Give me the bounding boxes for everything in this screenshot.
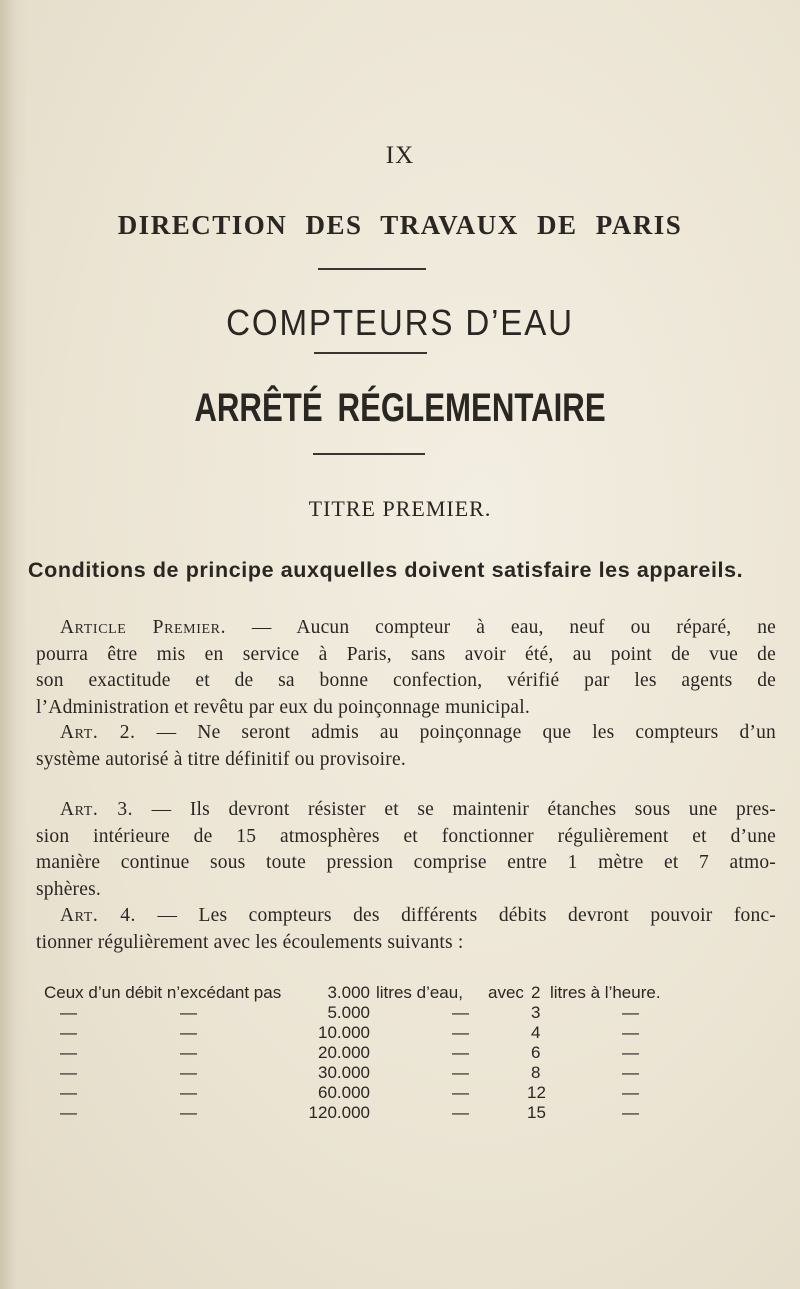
flow-row xyxy=(0,1103,800,1123)
ditto-mark: — xyxy=(180,1063,197,1082)
ditto-mark: — xyxy=(180,1023,197,1042)
ditto-mark: — xyxy=(60,1083,77,1102)
ditto-mark: — xyxy=(452,1063,469,1082)
article-lead: Article Premier. xyxy=(60,617,227,638)
flow-row xyxy=(0,1023,800,1043)
flow-row xyxy=(0,1003,800,1023)
flow-table xyxy=(0,983,800,1133)
ditto-mark: — xyxy=(622,1003,639,1022)
article-4 xyxy=(36,903,776,956)
flow-unit: litres d’eau, xyxy=(376,983,463,1002)
ditto-mark: — xyxy=(452,1083,469,1102)
flow-volume: 60.000 xyxy=(318,1083,370,1102)
flow-volume: 10.000 xyxy=(318,1023,370,1042)
article-3 xyxy=(36,797,776,903)
flow-volume: 3.000 xyxy=(327,983,370,1002)
article-line xyxy=(36,797,776,824)
ditto-mark: — xyxy=(622,1103,639,1122)
article-line: sphères. xyxy=(36,878,101,900)
article-line: son exactitude et de sa bonne confection, vérifié par les agents de xyxy=(36,670,776,691)
article-line: sion intérieure de 15 atmosphères et fonctionner régulièrement et d’une xyxy=(36,825,776,847)
flow-litres: 6 xyxy=(531,1043,541,1062)
flow-volume: 5.000 xyxy=(327,1003,370,1022)
ditto-mark: — xyxy=(180,1103,197,1122)
article-1 xyxy=(36,615,776,721)
ditto-mark: — xyxy=(622,1083,639,1102)
ditto-mark: — xyxy=(622,1023,639,1042)
ditto-mark: — xyxy=(622,1063,639,1082)
act-heading: ARRÊTÉ RÉGLEMENTAIRE xyxy=(194,386,606,430)
article-line: tionner régulièrement avec les écoulements suivants : xyxy=(36,931,464,953)
article-lead: Art. 4. xyxy=(60,905,137,926)
ditto-mark: — xyxy=(60,1003,77,1022)
flow-litres: 8 xyxy=(531,1063,541,1082)
flow-row xyxy=(0,1043,800,1063)
ditto-mark: — xyxy=(180,1043,197,1062)
article-text: — Aucun compteur à eau, neuf ou réparé, ne xyxy=(251,617,776,638)
article-line xyxy=(36,615,776,642)
flow-litres-per: litres à l’heure. xyxy=(550,983,661,1002)
conditions-heading: Conditions de principe auxquelles doivent satisfaire les appareils. xyxy=(28,558,744,582)
article-lead: Art. 2. xyxy=(60,722,136,743)
ditto-mark: — xyxy=(452,1103,469,1122)
article-line: système autorisé à titre définitif ou provisoire. xyxy=(36,748,406,770)
ditto-mark: — xyxy=(180,1083,197,1102)
ditto-mark: — xyxy=(180,1003,197,1022)
article-text: — Ne seront admis au poinçonnage que les compteurs d’un xyxy=(156,722,776,743)
article-line: manière continue sous toute pression comprise entre 1 mètre et 7 atmo- xyxy=(36,852,776,873)
article-line xyxy=(36,720,776,747)
divider-rule xyxy=(313,453,425,455)
divider-rule xyxy=(318,268,426,270)
flow-litres: 4 xyxy=(531,1023,541,1042)
ditto-mark: — xyxy=(622,1043,639,1062)
ditto-mark: — xyxy=(452,1003,469,1022)
flow-row xyxy=(0,1083,800,1103)
divider-rule xyxy=(314,352,427,354)
subject-heading: COMPTEURS D’EAU xyxy=(226,302,574,343)
ditto-mark: — xyxy=(60,1063,77,1082)
direction-heading: DIRECTION DES TRAVAUX DE PARIS xyxy=(117,210,683,240)
ditto-mark: — xyxy=(452,1023,469,1042)
titre-heading: TITRE PREMIER. xyxy=(308,496,492,521)
flow-avec: avec xyxy=(488,983,524,1002)
flow-litres: 12 xyxy=(527,1083,546,1102)
flow-first-label: Ceux d’un débit n’excédant pas xyxy=(44,983,282,1002)
flow-volume: 30.000 xyxy=(318,1063,370,1082)
flow-volume: 20.000 xyxy=(318,1043,370,1062)
flow-row xyxy=(0,983,800,1003)
flow-litres: 3 xyxy=(531,1003,541,1022)
ditto-mark: — xyxy=(60,1043,77,1062)
chapter-numeral: IX xyxy=(385,142,415,169)
flow-litres: 2 xyxy=(531,983,541,1002)
article-lead: Art. 3. xyxy=(60,799,134,820)
article-text: — Ils devront résister et se maintenir étanches sous une pres- xyxy=(151,799,776,820)
article-text: — Les compteurs des différents débits devront pouvoir fonc- xyxy=(157,905,776,926)
article-2 xyxy=(36,720,776,773)
article-line xyxy=(36,903,776,930)
article-line: l’Administration et revêtu par eux du poinçonnage municipal. xyxy=(36,696,530,718)
ditto-mark: — xyxy=(60,1103,77,1122)
flow-volume: 120.000 xyxy=(308,1103,370,1122)
ditto-mark: — xyxy=(452,1043,469,1062)
flow-row xyxy=(0,1063,800,1083)
ditto-mark: — xyxy=(60,1023,77,1042)
flow-litres: 15 xyxy=(527,1103,546,1122)
article-line: pourra être mis en service à Paris, sans avoir été, au point de vue de xyxy=(36,643,776,665)
